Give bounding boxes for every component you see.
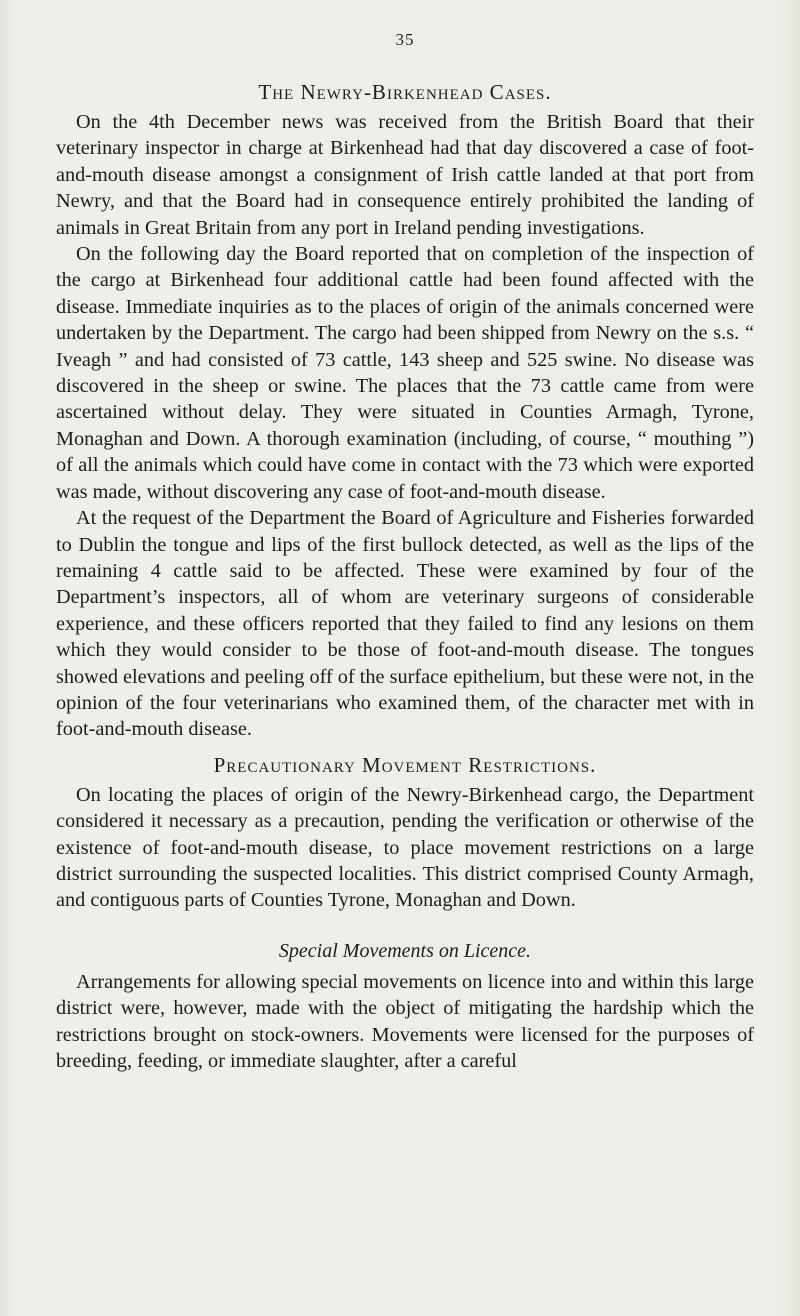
section-heading-precautionary-restrictions: Precautionary Movement Restrictions. xyxy=(213,752,597,777)
paragraph: Arrangements for allowing special movements on licence into and within this large district were, however, made with the object of mitigating the hardship which the restrictions brought on stock-owners. Movements were licensed for the purposes of breeding, feeding, or immediate slaughter, after a careful xyxy=(56,970,754,1072)
paragraph: On the 4th December news was received from the British Board that their veterinary inspector in charge at Birkenhead had that day discovered a case of foot-and-mouth disease amongst a consignment of Irish cattle landed at that port from Newry, and that the Board had in consequence entirely prohibited the landing of animals in Great Britain from any port in Ireland pending investigations. xyxy=(56,111,754,239)
paragraph: At the request of the Department the Board of Agriculture and Fisheries forwarded to Dublin the tongue and lips of the first bullock detected, as well as the lips of the remaining 4 cattle said to be affected. These were examined by four of the Department’s inspectors, all of whom are veterinary surgeons of considerable experience, and these officers reported that they failed to find any lesions on them which they would consider to be those of foot-and-mouth disease. The tongues showed elevations and peeling off of the surface epithelium, but these were not, in the opinion of the four veterinarians who examined them, of the character met with in foot-and-mouth disease. xyxy=(56,507,754,741)
paragraph: On locating the places of origin of the Newry-Birkenhead cargo, the Department considered it necessary as a precaution, pending the verification or otherwise of the existence of foot-and-mouth disease, to place movement restrictions on a large district surrounding the suspected localities. This district comprised County Armagh, and contiguous parts of Counties Tyrone, Monaghan and Down. xyxy=(56,783,754,912)
page-number: 35 xyxy=(395,30,415,49)
section-heading-newry-birkenhead: The Newry-Birkenhead Cases. xyxy=(258,80,552,104)
paragraph: On the following day the Board reported that on completion of the inspection of the cargo at Birkenhead four additional cattle had been found affected with the disease. Immediate inquiries as to the places of origin of the animals concerned were undertaken by the Department. The cargo had been shipped from Newry on the s.s. “ Iveagh ” and had consisted of 73 cattle, 143 sheep and 525 swine. No disease was discovered in the sheep or swine. The places that the 73 cattle came from were ascertained without delay. They were situated in Counties Armagh, Tyrone, Monaghan and Down. A thorough examination (including, of course, “ mouthing ”) of all the animals which could have come in contact with the 73 which were exported was made, without discovering any case of foot-and-mouth disease. xyxy=(56,243,754,503)
subheading-special-movements: Special Movements on Licence. xyxy=(278,939,532,962)
